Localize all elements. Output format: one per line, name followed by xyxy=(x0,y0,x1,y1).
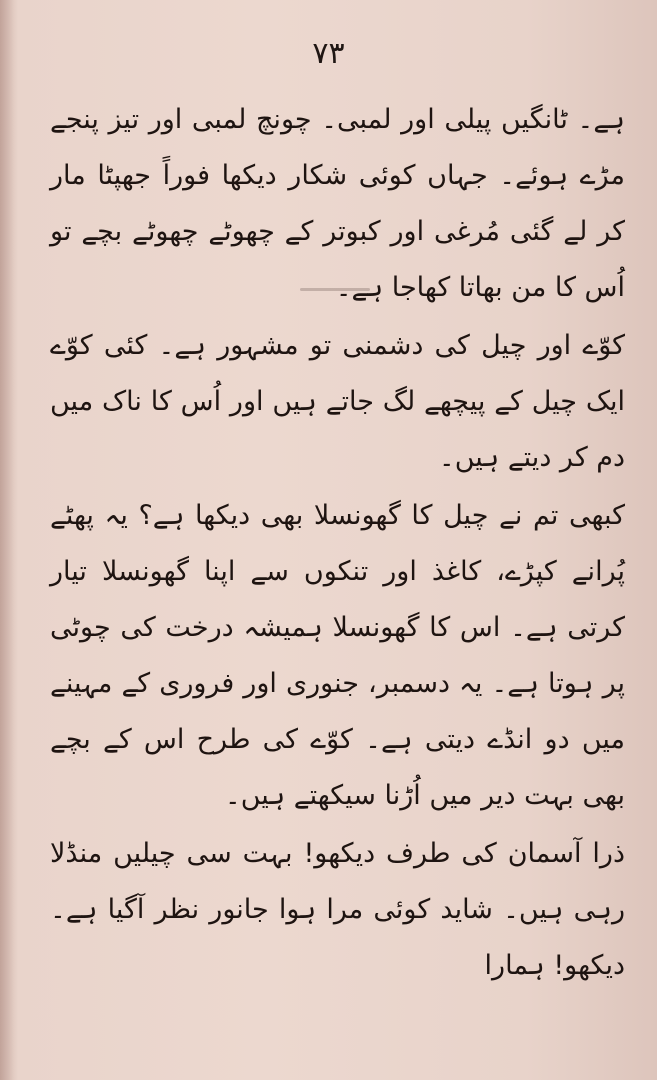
paragraph-crow-rivalry: کوّے اور چیل کی دشمنی تو مشہور ہے۔ کئی کوّے ایک چیل کے پیچھے لگ جاتے ہیں اور اُس کا ناک میں دم کر دیتے ہیں۔ xyxy=(50,330,625,473)
page-body-text xyxy=(50,92,625,996)
paragraph-kite-description: ہے۔ ٹانگیں پیلی اور لمبی۔ چونچ لمبی اور تیز پنجے مڑے ہوئے۔ جہاں کوئی شکار دیکھا فوراً جھپٹا مار کر لے گئی مُرغی اور کبوتر کے چھوٹے چھوٹے بچے تو اُس کا من بھاتا کھاجا ہے۔ xyxy=(50,104,625,303)
page-number: ۷۳ xyxy=(312,36,345,71)
page-binding-shadow xyxy=(0,0,18,1080)
paragraph-sky-kites: ذرا آسمان کی طرف دیکھو! بہت سی چیلیں منڈلا رہی ہیں۔ شاید کوئی مرا ہوا جانور نظر آگیا ہے۔ دیکھو! ہمارا xyxy=(50,838,625,981)
paragraph-kite-nest: کبھی تم نے چیل کا گھونسلا بھی دیکھا ہے؟ یہ پھٹے پُرانے کپڑے، کاغذ اور تنکوں سے اپنا گھونسلا تیار کرتی ہے۔ اس کا گھونسلا ہمیشہ درخت کی چوٹی پر ہوتا ہے۔ یہ دسمبر، جنوری اور فروری کے مہینے میں دو انڈے دیتی ہے۔ کوّے کی طرح اس کے بچے بھی بہت دیر میں اُڑنا سیکھتے ہیں۔ xyxy=(50,500,625,811)
